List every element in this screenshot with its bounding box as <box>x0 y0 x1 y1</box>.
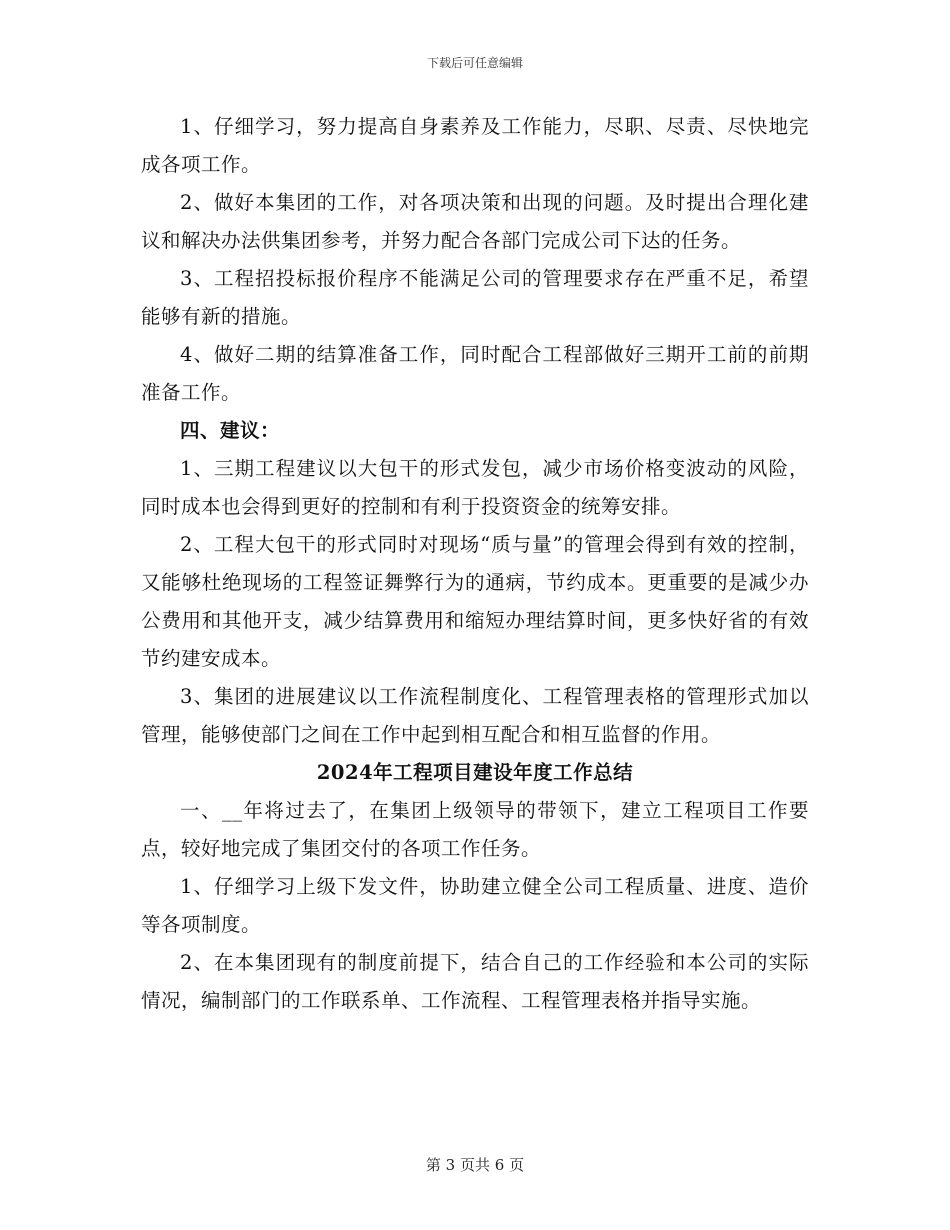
document-title: 2024年工程项目建设年度工作总结 <box>316 761 634 784</box>
paragraph-summary-item-2: 2、在本集团现有的制度前提下，结合自己的工作经验和本公司的实际情况，编制部门的工作联系单、工作流程、工程管理表格并指导实施。 <box>141 951 809 1012</box>
paragraph-work-item-2: 2、做好本集团的工作，对各项决策和出现的问题。及时提出合理化建议和解决办法供集团参考，并努力配合各部门完成公司下达的任务。 <box>141 191 809 252</box>
page-number-footer: 第 3 页共 6 页 <box>425 1156 525 1174</box>
paragraph-work-item-1: 1、仔细学习，努力提高自身素养及工作能力，尽职、尽责、尽快地完成各项工作。 <box>141 115 809 176</box>
paragraph-suggestion-1: 1、三期工程建议以大包干的形式发包，减少市场价格变波动的风险，同时成本也会得到更好的控制和有利于投资资金的统筹安排。 <box>141 457 809 518</box>
paragraph-summary-item-1: 1、仔细学习上级下发文件，协助建立健全公司工程质量、进度、造价等各项制度。 <box>141 875 809 936</box>
paragraph-summary-intro: 一、__年将过去了，在集团上级领导的带领下，建立工程项目工作要点，较好地完成了集团交付的各项工作任务。 <box>141 799 809 860</box>
paragraph-work-item-4: 4、做好二期的结算准备工作，同时配合工程部做好三期开工前的前期准备工作。 <box>141 343 809 404</box>
paragraph-suggestion-2: 2、工程大包干的形式同时对现场“质与量”的管理会得到有效的控制，又能够杜绝现场的工程签证舞弊行为的通病，节约成本。更重要的是减少办公费用和其他开支，减少结算费用和缩短办理结算时间，更多快好省的有效节约建安成本。 <box>141 533 809 670</box>
page-header: 下载后可任意编辑 <box>426 56 523 70</box>
paragraph-work-item-3: 3、工程招投标报价程序不能满足公司的管理要求存在严重不足，希望能够有新的措施。 <box>141 267 809 328</box>
document-body <box>141 108 809 1020</box>
paragraph-suggestion-3: 3、集团的进展建议以工作流程制度化、工程管理表格的管理形式加以管理，能够使部门之间在工作中起到相互配合和相互监督的作用。 <box>141 685 809 746</box>
section-heading-suggestions: 四、建议： <box>180 419 281 442</box>
